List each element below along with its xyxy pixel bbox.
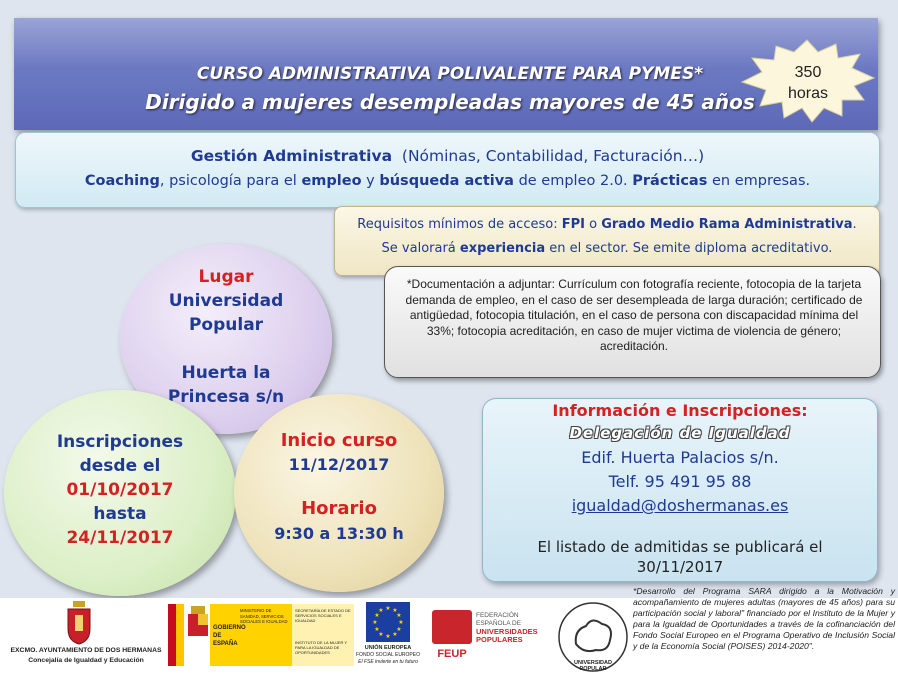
council-department: Concejalía de Igualdad y Educación <box>28 657 144 664</box>
svg-text:★: ★ <box>385 605 391 612</box>
spain-coat-of-arms-icon <box>186 606 210 642</box>
eu-label: UNIÓN EUROPEA <box>364 645 412 651</box>
svg-text:★: ★ <box>378 607 384 614</box>
info-title: Información e Inscripciones: <box>552 401 808 420</box>
city-council-name: EXCMO. AYUNTAMIENTO DE DOS HERMANAS <box>10 647 162 654</box>
instituto-label: INSTITUTO DE LA MUJER Y PARA LA IGUALDAD DE OPORTUNIDADES <box>295 640 348 656</box>
svg-text:★: ★ <box>392 607 398 614</box>
info-phone: Telf. 95 491 95 88 <box>608 472 752 491</box>
info-email-link[interactable]: igualdad@doshermanas.es <box>571 496 789 515</box>
course-subtitle: Dirigido a mujeres desempleadas mayores de 45 años <box>145 90 755 114</box>
svg-text:★: ★ <box>372 619 378 626</box>
svg-text:★: ★ <box>398 619 404 626</box>
info-address: Edif. Huerta Palacios s/n. <box>581 448 779 467</box>
location-text: Lugar Universidad Popular Huerta la Princesa s/n <box>167 267 285 407</box>
svg-text:★: ★ <box>392 631 398 638</box>
documentation-text: *Documentación a adjuntar: Currículum con fotografía reciente, fotocopia de la tarjeta demanda de empleo, en el caso de ser desempleada de larga duración; certificado de antigüedad, fotocopia titulación, en el caso de persona con discapacidad mínima del 33%; fotocopia acreditación, en caso de mujer victima de violencia de género; acreditación. <box>405 277 863 353</box>
svg-text:★: ★ <box>378 631 384 638</box>
svg-text:★: ★ <box>396 626 402 633</box>
svg-text:★: ★ <box>385 633 391 640</box>
spain-flag-stripe <box>168 604 176 666</box>
spain-flag-stripe <box>176 604 184 666</box>
delegation-name: Delegación de Igualdad <box>569 424 791 442</box>
feup-logo-mark <box>432 610 472 644</box>
universidad-popular-logo-text: UNIVERSIDAD POPULAR <box>574 660 612 672</box>
schedule-text: Inicio curso 11/12/2017 Horario 9:30 a 13:30 h <box>274 430 404 543</box>
secretaria-label: SECRETARÍA DE ESTADO DE SERVICIOS SOCIALES E IGUALDAD <box>295 608 351 624</box>
feup-logo-text: FEUP <box>437 648 467 660</box>
program-footnote: *Desarrollo del Programa SARA dirigido a la Motivación y acompañamiento de mujeres adultas (mayores de 45 años) para su participación social y laboral" financiado por el Instituto de la Mujer y para la Igualdad de Oportunidades a través de la cofinanciación del Fondo Social Europeo en el Programa Operativo de Inclusión Social y de la Economía Social (POISES) 2014-2020". <box>633 586 895 651</box>
svg-text:★: ★ <box>374 626 380 633</box>
ministry-label: MINISTERIO DE SANIDAD, SERVICIOS SOCIALES E IGUALDAD <box>240 608 288 624</box>
admitted-list-note: El listado de admitidas se publicará el 30/11/2017 <box>537 538 823 576</box>
requirements-line2: Se valorará experiencia en el sector. Se emite diploma acreditativo. <box>381 241 833 256</box>
feup-name: FEDERACIÓN ESPAÑOLA DE UNIVERSIDADES POPULARES <box>476 612 538 644</box>
gobierno-label: GOBIERNO DE ESPAÑA <box>213 625 246 647</box>
fse-slogan: El FSE invierte en tu futuro <box>358 659 418 665</box>
program-summary-box <box>15 132 880 208</box>
program-topic: Gestión Administrativa (Nóminas, Contabilidad, Facturación…) <box>190 147 705 165</box>
svg-text:★: ★ <box>396 612 402 619</box>
registration-text: Inscripciones desde el 01/10/2017 hasta 24/11/2017 <box>56 432 184 548</box>
program-contents: Coaching, psicología para el empleo y búsqueda activa de empleo 2.0. Prácticas en empresas. <box>84 173 811 189</box>
eu-flag-icon <box>366 602 410 642</box>
hours-label: 350 horas <box>787 64 829 102</box>
city-coat-of-arms-icon <box>66 601 92 645</box>
fse-label: FONDO SOCIAL EUROPEO <box>356 652 420 658</box>
requirements-line1: Requisitos mínimos de acceso: FPI o Grado Medio Rama Administrativa. <box>357 217 857 232</box>
course-title: CURSO ADMINISTRATIVA POLIVALENTE PARA PYMES* <box>196 64 704 84</box>
svg-text:★: ★ <box>374 612 380 619</box>
